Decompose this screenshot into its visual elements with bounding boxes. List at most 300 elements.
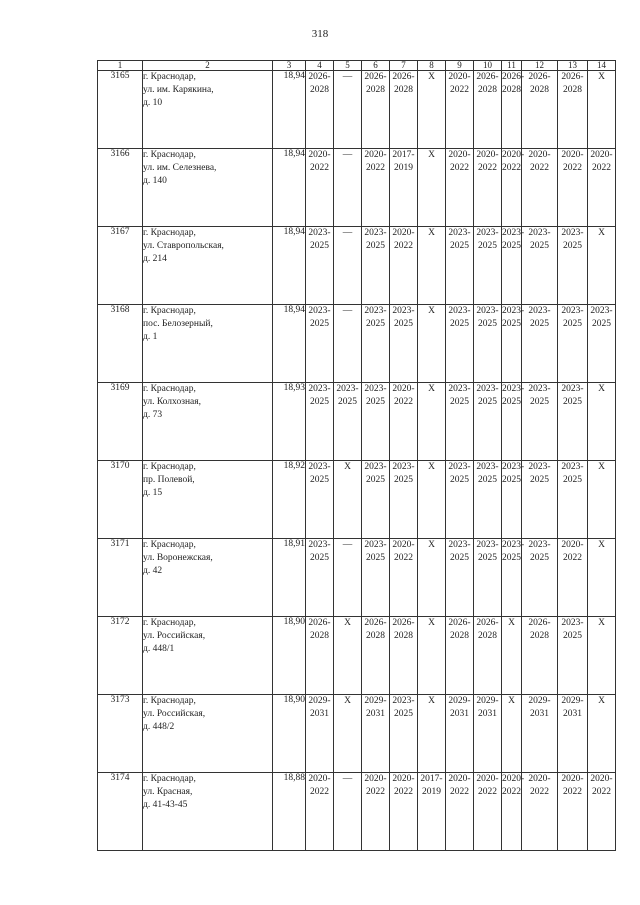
period-end: 2025	[530, 475, 549, 485]
period-cell	[558, 227, 588, 305]
address-cell	[143, 773, 273, 851]
value-cell: 18,90	[273, 617, 306, 695]
period-cell	[362, 383, 390, 461]
period-cell: X	[418, 71, 446, 149]
period-end: 2025	[502, 241, 521, 251]
period-start: 2023-	[476, 306, 499, 316]
address-line: д. 448/2	[143, 722, 175, 732]
period-start: 2023-	[528, 462, 551, 472]
period-end: 2025	[592, 319, 611, 329]
period-start: 2023-	[502, 228, 525, 238]
period-start: 2023-	[528, 228, 551, 238]
period-cell	[522, 71, 558, 149]
period-start: 2023-	[502, 540, 525, 550]
period-start: 2026-	[308, 618, 331, 628]
period-start: 2020-	[364, 150, 387, 160]
period-cell: X	[588, 461, 616, 539]
period-start: 2020-	[590, 150, 613, 160]
row-number: 3172	[98, 617, 143, 695]
address-line: д. 140	[143, 176, 167, 186]
address-line: д. 448/1	[143, 644, 175, 654]
period-start: 2020-	[502, 150, 525, 160]
period-end: 2025	[394, 475, 413, 485]
period-cell: X	[334, 695, 362, 773]
period-cell	[362, 71, 390, 149]
period-start: 2020-	[476, 150, 499, 160]
table-row	[98, 773, 616, 851]
period-start: 2023-	[364, 306, 387, 316]
table-row	[98, 695, 616, 773]
period-end: 2025	[502, 553, 521, 563]
period-cell: X	[588, 695, 616, 773]
period-cell	[390, 695, 418, 773]
row-number: 3173	[98, 695, 143, 773]
period-start: 2020-	[590, 774, 613, 784]
period-cell	[522, 695, 558, 773]
table-body	[98, 71, 616, 851]
period-cell	[558, 71, 588, 149]
period-cell	[306, 461, 334, 539]
period-end: 2025	[478, 241, 497, 251]
address-line: ул. им. Карякина,	[143, 85, 214, 95]
period-end: 2022	[592, 163, 611, 173]
period-start: 2023-	[502, 384, 525, 394]
period-end: 2022	[394, 241, 413, 251]
period-cell	[446, 149, 474, 227]
address-line: г. Краснодар,	[143, 540, 196, 550]
period-cell	[362, 539, 390, 617]
period-end: 2025	[310, 319, 329, 329]
period-cell	[390, 617, 418, 695]
period-start: 2020-	[476, 774, 499, 784]
period-start: 2029-	[308, 696, 331, 706]
period-start: 2023-	[392, 306, 415, 316]
column-header: 12	[522, 61, 558, 71]
table-row	[98, 71, 616, 149]
column-header: 8	[418, 61, 446, 71]
period-cell: X	[418, 617, 446, 695]
value-cell: 18,94	[273, 227, 306, 305]
period-start: 2023-	[528, 384, 551, 394]
period-cell	[502, 539, 525, 617]
period-cell	[334, 383, 362, 461]
period-end: 2022	[563, 163, 582, 173]
period-end: 2025	[450, 397, 469, 407]
address-line: ул. Ставропольская,	[143, 241, 224, 251]
period-end: 2022	[478, 163, 497, 173]
period-cell	[390, 539, 418, 617]
period-cell	[522, 149, 558, 227]
period-cell	[474, 71, 502, 149]
table-row	[98, 539, 616, 617]
period-end: 2025	[366, 319, 385, 329]
period-cell: —	[334, 71, 362, 149]
period-cell: —	[334, 773, 362, 851]
address-cell	[143, 617, 273, 695]
period-start: 2029-	[476, 696, 499, 706]
period-end: 2028	[310, 631, 329, 641]
value-cell: 18,94	[273, 305, 306, 383]
period-start: 2020-	[392, 774, 415, 784]
period-start: 2020-	[448, 72, 471, 82]
period-start: 2020-	[392, 384, 415, 394]
address-cell	[143, 227, 273, 305]
row-number: 3167	[98, 227, 143, 305]
period-cell: X	[418, 383, 446, 461]
table-row	[98, 149, 616, 227]
row-number: 3168	[98, 305, 143, 383]
period-end: 2022	[450, 85, 469, 95]
address-line: ул. Красная,	[143, 787, 193, 797]
period-cell: X	[334, 617, 362, 695]
period-cell	[502, 305, 525, 383]
address-line: г. Краснодар,	[143, 774, 196, 784]
period-end: 2025	[478, 397, 497, 407]
row-number: 3171	[98, 539, 143, 617]
period-end: 2025	[563, 241, 582, 251]
period-start: 2023-	[364, 462, 387, 472]
period-end: 2025	[450, 553, 469, 563]
period-cell	[390, 773, 418, 851]
row-number: 3165	[98, 71, 143, 149]
column-header: 4	[306, 61, 334, 71]
address-line: ул. Колхозная,	[143, 397, 201, 407]
period-end: 2025	[530, 319, 549, 329]
period-cell	[418, 773, 446, 851]
column-header: 2	[143, 61, 273, 71]
period-end: 2025	[366, 475, 385, 485]
period-end: 2022	[394, 787, 413, 797]
period-cell: X	[502, 695, 522, 773]
address-cell	[143, 149, 273, 227]
table-row	[98, 461, 616, 539]
row-number: 3174	[98, 773, 143, 851]
period-cell	[446, 305, 474, 383]
column-header: 9	[446, 61, 474, 71]
value-cell: 18,94	[273, 71, 306, 149]
period-cell	[558, 461, 588, 539]
period-cell	[502, 383, 525, 461]
period-cell: X	[588, 383, 616, 461]
period-cell	[446, 773, 474, 851]
period-start: 2026-	[476, 72, 499, 82]
period-end: 2022	[478, 787, 497, 797]
period-end: 2031	[478, 709, 497, 719]
period-end: 2028	[366, 85, 385, 95]
period-end: 2025	[502, 475, 521, 485]
period-end: 2028	[530, 631, 549, 641]
period-cell	[522, 461, 558, 539]
address-line: д. 214	[143, 254, 167, 264]
period-end: 2025	[450, 475, 469, 485]
period-start: 2020-	[561, 774, 584, 784]
period-start: 2020-	[528, 774, 551, 784]
period-start: 2026-	[364, 72, 387, 82]
address-cell	[143, 461, 273, 539]
row-number: 3169	[98, 383, 143, 461]
table-row	[98, 383, 616, 461]
period-start: 2026-	[528, 72, 551, 82]
period-cell: —	[334, 305, 362, 383]
address-cell	[143, 383, 273, 461]
period-cell: X	[418, 149, 446, 227]
period-cell: X	[418, 695, 446, 773]
period-cell	[446, 461, 474, 539]
period-cell	[502, 773, 525, 851]
address-line: д. 73	[143, 410, 163, 420]
period-start: 2023-	[561, 618, 584, 628]
period-end: 2025	[450, 319, 469, 329]
period-cell	[446, 695, 474, 773]
period-cell	[362, 773, 390, 851]
period-start: 2023-	[308, 306, 331, 316]
period-end: 2025	[563, 397, 582, 407]
period-end: 2025	[530, 241, 549, 251]
column-header: 1	[98, 61, 143, 71]
column-header: 11	[502, 61, 522, 71]
value-cell: 18,93	[273, 383, 306, 461]
period-cell	[474, 383, 502, 461]
period-end: 2019	[422, 787, 441, 797]
period-start: 2023-	[448, 228, 471, 238]
address-line: г. Краснодар,	[143, 696, 196, 706]
period-start: 2023-	[528, 306, 551, 316]
period-start: 2023-	[476, 540, 499, 550]
period-cell	[588, 773, 616, 851]
period-end: 2025	[394, 319, 413, 329]
period-end: 2028	[394, 631, 413, 641]
period-start: 2026-	[392, 618, 415, 628]
period-start: 2026-	[528, 618, 551, 628]
period-end: 2025	[394, 709, 413, 719]
period-start: 2029-	[561, 696, 584, 706]
period-cell	[522, 305, 558, 383]
period-start: 2020-	[561, 540, 584, 550]
period-cell	[390, 383, 418, 461]
period-cell	[558, 383, 588, 461]
column-header: 7	[390, 61, 418, 71]
period-cell	[390, 149, 418, 227]
period-start: 2023-	[448, 540, 471, 550]
column-header: 6	[362, 61, 390, 71]
address-line: г. Краснодар,	[143, 384, 196, 394]
period-cell	[474, 461, 502, 539]
period-start: 2023-	[476, 384, 499, 394]
value-cell: 18,94	[273, 149, 306, 227]
column-header: 5	[334, 61, 362, 71]
period-cell	[306, 617, 334, 695]
period-end: 2031	[310, 709, 329, 719]
period-end: 2028	[394, 85, 413, 95]
period-end: 2028	[563, 85, 582, 95]
period-cell	[446, 383, 474, 461]
period-cell	[474, 539, 502, 617]
period-start: 2023-	[561, 384, 584, 394]
address-line: г. Краснодар,	[143, 462, 196, 472]
address-line: ул. им. Селезнева,	[143, 163, 217, 173]
period-start: 2023-	[561, 306, 584, 316]
period-cell: X	[418, 227, 446, 305]
address-line: д. 10	[143, 98, 163, 108]
period-cell	[446, 617, 474, 695]
period-cell	[522, 617, 558, 695]
address-line: д. 15	[143, 488, 163, 498]
period-start: 2023-	[308, 462, 331, 472]
period-start: 2026-	[561, 72, 584, 82]
period-end: 2025	[563, 631, 582, 641]
period-cell	[474, 773, 502, 851]
period-start: 2026-	[448, 618, 471, 628]
period-end: 2031	[366, 709, 385, 719]
period-start: 2026-	[476, 618, 499, 628]
address-line: пр. Полевой,	[143, 475, 195, 485]
period-cell	[558, 617, 588, 695]
period-start: 2020-	[392, 228, 415, 238]
period-cell	[522, 383, 558, 461]
period-start: 2020-	[561, 150, 584, 160]
period-end: 2025	[338, 397, 357, 407]
period-cell	[588, 305, 616, 383]
period-end: 2028	[366, 631, 385, 641]
period-end: 2022	[530, 787, 549, 797]
housing-register-table	[97, 60, 616, 851]
period-start: 2020-	[308, 774, 331, 784]
period-cell	[362, 149, 390, 227]
period-cell	[390, 305, 418, 383]
column-header: 13	[558, 61, 588, 71]
period-end: 2028	[310, 85, 329, 95]
period-start: 2026-	[364, 618, 387, 628]
period-end: 2022	[310, 787, 329, 797]
period-start: 2023-	[308, 384, 331, 394]
page-number: 318	[311, 28, 329, 40]
row-number: 3170	[98, 461, 143, 539]
period-end: 2025	[310, 475, 329, 485]
period-cell	[502, 461, 525, 539]
period-cell	[306, 305, 334, 383]
period-start: 2026-	[392, 72, 415, 82]
period-start: 2023-	[528, 540, 551, 550]
value-cell: 18,90	[273, 695, 306, 773]
period-start: 2023-	[448, 384, 471, 394]
period-end: 2025	[366, 553, 385, 563]
period-start: 2020-	[502, 774, 525, 784]
period-start: 2020-	[392, 540, 415, 550]
period-end: 2028	[502, 85, 521, 95]
period-end: 2022	[502, 163, 521, 173]
address-line: пос. Белозерный,	[143, 319, 213, 329]
period-end: 2025	[478, 475, 497, 485]
period-start: 2023-	[308, 540, 331, 550]
address-line: д. 42	[143, 566, 163, 576]
period-cell: X	[502, 617, 522, 695]
header-row	[98, 61, 616, 71]
period-end: 2022	[450, 163, 469, 173]
period-cell	[502, 71, 525, 149]
period-cell	[362, 617, 390, 695]
period-end: 2025	[563, 475, 582, 485]
period-end: 2031	[530, 709, 549, 719]
period-cell	[558, 149, 588, 227]
address-line: ул. Российская,	[143, 709, 206, 719]
period-start: 2023-	[392, 696, 415, 706]
period-end: 2025	[366, 397, 385, 407]
period-start: 2029-	[364, 696, 387, 706]
period-cell: X	[588, 227, 616, 305]
period-cell: X	[588, 617, 616, 695]
period-end: 2022	[563, 787, 582, 797]
period-cell	[588, 149, 616, 227]
address-line: г. Краснодар,	[143, 150, 196, 160]
period-start: 2020-	[448, 774, 471, 784]
address-line: д. 1	[143, 332, 158, 342]
period-start: 2023-	[364, 384, 387, 394]
period-cell: X	[588, 539, 616, 617]
period-start: 2023-	[561, 228, 584, 238]
period-cell	[362, 461, 390, 539]
period-cell	[522, 227, 558, 305]
period-end: 2025	[530, 553, 549, 563]
period-cell	[306, 149, 334, 227]
period-cell	[558, 539, 588, 617]
period-end: 2028	[478, 85, 497, 95]
period-cell	[306, 695, 334, 773]
period-cell: —	[334, 227, 362, 305]
period-cell	[474, 617, 502, 695]
period-start: 2023-	[392, 462, 415, 472]
period-end: 2025	[450, 241, 469, 251]
period-cell: X	[588, 71, 616, 149]
row-number: 3166	[98, 149, 143, 227]
period-cell	[390, 227, 418, 305]
period-cell: X	[418, 461, 446, 539]
period-end: 2031	[450, 709, 469, 719]
period-start: 2017-	[420, 774, 443, 784]
period-start: 2023-	[364, 540, 387, 550]
period-cell	[522, 773, 558, 851]
period-cell	[446, 227, 474, 305]
period-end: 2022	[450, 787, 469, 797]
period-cell	[522, 539, 558, 617]
column-header: 3	[273, 61, 306, 71]
period-start: 2029-	[528, 696, 551, 706]
period-cell	[306, 773, 334, 851]
period-end: 2025	[478, 553, 497, 563]
period-start: 2023-	[448, 462, 471, 472]
period-end: 2025	[310, 241, 329, 251]
period-cell: X	[334, 461, 362, 539]
address-line: ул. Воронежская,	[143, 553, 213, 563]
table-row	[98, 305, 616, 383]
table-row	[98, 227, 616, 305]
period-start: 2023-	[364, 228, 387, 238]
period-end: 2025	[310, 397, 329, 407]
period-end: 2028	[530, 85, 549, 95]
address-line: г. Краснодар,	[143, 618, 196, 628]
period-cell	[390, 71, 418, 149]
address-line: ул. Российская,	[143, 631, 206, 641]
column-header: 14	[588, 61, 616, 71]
period-end: 2022	[366, 787, 385, 797]
period-start: 2023-	[561, 462, 584, 472]
period-end: 2025	[310, 553, 329, 563]
period-start: 2017-	[392, 150, 415, 160]
period-cell	[558, 305, 588, 383]
period-end: 2019	[394, 163, 413, 173]
period-cell	[558, 695, 588, 773]
period-cell	[306, 227, 334, 305]
period-cell	[362, 305, 390, 383]
